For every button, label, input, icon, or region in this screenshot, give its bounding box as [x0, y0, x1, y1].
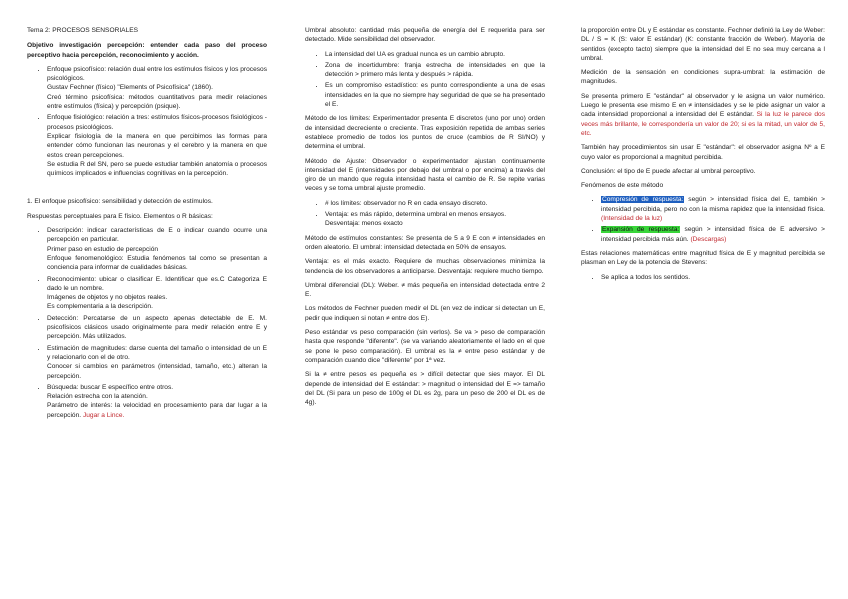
highlight-compresion: Compresión de respuesta: [602, 196, 684, 204]
umbral-absoluto-list [305, 50, 545, 110]
response-descripcion: Descripción: indicar características de E o indicar cuando ocurre una percepción en particular. [47, 227, 267, 244]
responses-list [27, 226, 267, 420]
umbral-diferencial-paragraph: Umbral diferencial (DL): Weber. ≠ más pequeña en intensidad detectada entre 2 E. [305, 281, 545, 299]
list-item [47, 383, 267, 420]
fechner-dl-paragraph: Los métodos de Fechner pueden medir el DL (en vez de indicar si detectan un E, pedir que indiquen si notan ≠ entre dos E). [305, 305, 545, 322]
estimacion-text: Se presenta primero E "estándar" al observador y le asigna un valor numérico. Luego le presenta ese mismo E en ≠ intensidades y se le pide asignar un valor a cada intensidad proporcional a intensidad del E estándar. [581, 92, 825, 119]
document-title: Tema 2: PROCESOS SENSORIALES [27, 27, 139, 34]
list-item: • Se aplica a todos los sentidos. [601, 273, 825, 282]
list-line: Relación estrecha con la atención. [47, 393, 148, 401]
list-line: según > intensidad física del E, también > intensidad percibida, pero no con la misma rapidez que la intensidad física. [601, 196, 825, 213]
response-deteccion: Detección: Percatarse de un aspecto apenas detectable de E. M. psicofísicos clásicos usado originalmente para medir relación entre E y percepción. Más utilizados. [47, 314, 267, 341]
list-line: Enfoque fenomenológico: Estudia fenómenos tal como se presentan a conciencia para informar de cualidades básicas. [47, 254, 267, 272]
list-item [47, 65, 267, 111]
fenomenos-title: Fenómenos de este método [581, 182, 664, 190]
list-item: • Zona de incertidumbre: franja estrecha de intensidades en que la detección > primero más lenta y después > rápida. [325, 61, 545, 80]
list-line [47, 401, 267, 420]
list-item: • La intensidad del UA es gradual nunca es un cambio abrupto. [325, 50, 545, 59]
list-item [47, 275, 267, 312]
response-busqueda: Búsqueda: buscar E específico entre otros. [47, 383, 174, 391]
list-line: Explicar fisiología de la manera en que percibimos las formas para entender cómo funcionan las neuronas y el cerebro y la manera en que estos crean percepciones. [47, 132, 267, 159]
list-item [325, 210, 545, 229]
fenomenos-list [581, 195, 825, 243]
metodo-constantes-paragraph: Método de estímulos constantes: Se presenta de 5 a 9 E con ≠ intensidades en orden aleatorio. El umbral: intensidad detectada en 50% de ensayos. [305, 234, 545, 251]
list-item [47, 226, 267, 272]
list-item [601, 225, 825, 244]
list-item [47, 344, 267, 381]
relaciones-paragraph: Estas relaciones matemáticas entre magnitud física de E y magnitud percibida se plasman en Ley de la potencia de Stevens: [581, 249, 825, 267]
list-line: Es complementaria a la descripción. [47, 303, 153, 311]
list-line: Primer paso en estudio de percepción [47, 245, 159, 253]
peso-dl-paragraph: Si la ≠ entre pesos es pequeña es > difícil detectar que sies mayor. El DL depende de intensidad del E estándar: > magnitud o intensidad del E => tamaño del DL (Si para un peso de 100g el DL es 2g, para un peso de 200 el DL es de 4g). [305, 371, 545, 407]
tambien-paragraph: También hay procedimientos sin usar E "estándar": el observador asigna Nº a E cuyo valor es proporcional a magnitud percibida. [581, 144, 825, 161]
list-item: • Es un compromiso estadístico: es punto correspondiente a una de esas intensidades en la que no siempre hay seguridad de que se ha presentado el E. [325, 81, 545, 109]
approaches-list [27, 65, 267, 179]
list-line: Se estudia R del SN, pero se puede estudiar también anatomía o procesos químicos implicados e influencias cognitivas en la percepción. [47, 160, 267, 178]
metodo-ajuste-paragraph: Método de Ajuste: Observador o experimentador ajustan continuamente intensidad del E (intensidades por debajo del umbral o por encima) a través del giro de un mando que regula intensidad hasta el cambio de R. Se repite varias veces y se toma umbral ajuste promedio. [305, 157, 545, 193]
objective-paragraph: Objetivo investigación percepción: entender cada paso del proceso perceptivo hacia percepción, reconocimiento y acción. [27, 42, 267, 59]
peso-paragraph: Peso estándar vs peso comparación (sin verlos). Se va > peso de comparación hasta que responde "diferente". (se va variando aleatoriamente el lado en el que se pone le peso comparación). El umbral es la ≠ entre peso estándar y de comparación cuando dice "diferente" por 1ª vez. [305, 329, 545, 364]
column-1 [27, 26, 267, 425]
response-reconocimiento: Reconocimiento: ubicar o clasificar E. Identificar que es.C Categoriza E dado le un nombre. [47, 275, 267, 292]
medicion-paragraph: Medición de la sensación en condiciones supra-umbral: la estimación de magnitudes. [581, 69, 825, 86]
red-note: (Intensidad de la luz) [601, 215, 663, 223]
highlight-expansion: Expansión de respuesta: [602, 226, 680, 234]
response-estimacion: Estimación de magnitudes: darse cuenta del tamaño o intensidad de un E y relacionarlo con el de otro. [47, 344, 267, 361]
constantes-ventaja-paragraph: Ventaja: es el más exacto. Requiere de muchas observaciones minimiza la tendencia de los observadores a anticiparse. Desventaja: requiere mucho tiempo. [305, 258, 545, 275]
list-item [47, 314, 267, 342]
list-line: Ventaja: es más rápido, determina umbral en menos ensayos. [325, 211, 507, 219]
list-item [47, 113, 267, 178]
list-item: • # los límites: observador no R en cada ensayo discreto. [325, 199, 545, 208]
red-note: Si la luz le parece dos veces más brillante, le correspondería un valor de 20; si es la mitad, un valor de 5, etc. [581, 111, 826, 137]
list-line: Creó término psicofísica: métodos cuantitativos para medir relaciones entre estímulos (física) y percepción (psique). [47, 93, 267, 111]
list-line: Conocer si cambios en parámetros (intensidad, tamaño, etc.) alteran la percepción. [47, 363, 267, 380]
ajuste-list [305, 199, 545, 229]
estimacion-paragraph [581, 92, 825, 138]
column-3 [581, 26, 825, 287]
approach-psicofisico: Enfoque psicofísico: relación dual entre los estímulos físicos y los procesos psicológicos. [47, 65, 267, 83]
list-line: Imágenes de objetos y no objetos reales. [47, 294, 168, 302]
stevens-list [581, 273, 825, 282]
list-line: según > intensidad física de E adversivo > intensidad percibida más aún. [601, 226, 825, 243]
list-line: Desventaja: menos exacto [325, 220, 403, 228]
ley-weber-paragraph: la proporción entre DL y E estándar es constante. Fechner definió la Ley de Weber: DL / S = K (S: valor E estándar) (K: constante fracción de Weber). Mayoría de sentidos (excepto tacto) siempre que la intensidad del E no sea muy cercana a l umbral. [581, 27, 825, 62]
list-line-text: Parámetro de interés: la velocidad en procesamiento para dar lugar a la percepción. [47, 402, 267, 419]
column-2 [305, 26, 545, 412]
responses-intro: Respuestas perceptuales para E físico. Elementos o R básicas: [27, 212, 213, 220]
metodo-limites-paragraph: Método de los límites: Experimentador presenta E discretos (uno por uno) orden de intensidad decreciente o creciente. Tras exposición repetida de ambas series establece promedio de todos los puntos de cruce (cambios de R SI/NO) y determina el umbral. [305, 115, 545, 151]
approach-fisiologico: Enfoque fisiológico: relación a tres: estímulos físicos-procesos fisiológicos - procesos psicológicos. [47, 114, 267, 131]
umbral-absoluto-paragraph: Umbral absoluto: cantidad más pequeña de energía del E requerida para ser detectado. Mide sensibilidad del observador. [305, 27, 545, 44]
red-note: Jugar a Lince. [82, 411, 125, 419]
red-note: (Descargas) [690, 235, 727, 243]
conclusion-paragraph: Conclusión: el tipo de E puede afectar al umbral perceptivo. [581, 167, 756, 175]
section-title: 1. El enfoque psicofísico: sensibilidad y detección de estímulos. [27, 198, 213, 206]
list-line: Gustav Fechner (físico) "Elements of Psicofísica" (1860). [47, 84, 213, 92]
spacer [27, 183, 267, 197]
list-item [601, 195, 825, 223]
